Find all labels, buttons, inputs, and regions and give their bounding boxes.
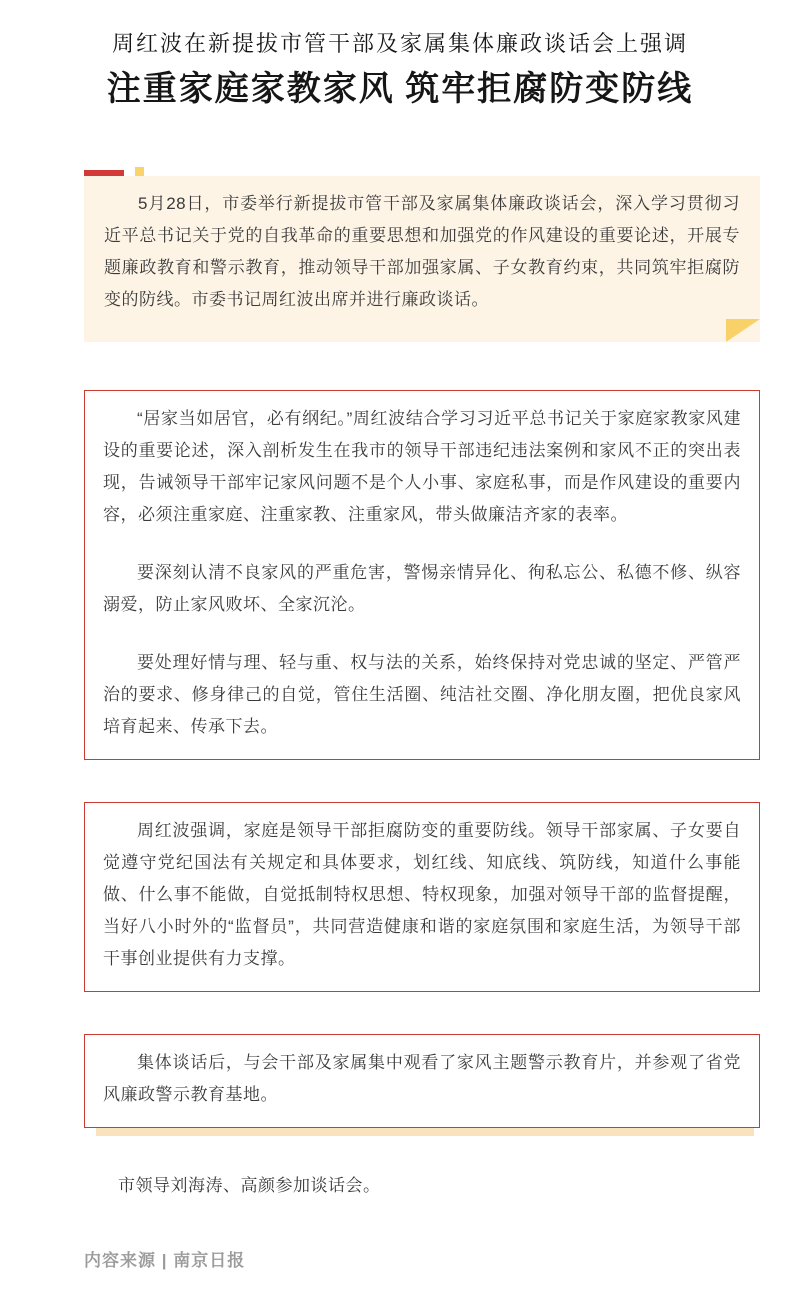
quote-paragraph: 要处理好情与理、轻与重、权与法的关系，始终保持对党忠诚的坚定、严管严治的要求、修身律己的自觉，管住生活圈、纯洁社交圈、净化朋友圈，把优良家风培育起来、传承下去。	[103, 653, 741, 736]
article-title: 注重家庭家教家风 筑牢拒腐防变防线	[106, 71, 694, 108]
quote-paragraph: 周红波强调，家庭是领导干部拒腐防变的重要防线。领导干部家属、子女要自觉遵守党纪国法有关规定和具体要求，划红线、知底线、筑防线，知道什么事能做、什么事不能做，自觉抵制特权思想、特权现象，加强对领导干部的监督提醒，当好八小时外的“监督员”，共同营造健康和谐的家庭氛围和家庭生活，为领导干部干事创业提供有力支撑。	[103, 821, 741, 968]
quote-box-education-wrap	[84, 1034, 760, 1136]
lead-paragraph: 5月28日，市委举行新提拔市管干部及家属集体廉政谈话会，深入学习贯彻习近平总书记关于党的自我革命的重要思想和加强党的作风建设的重要论述，开展专题廉政教育和警示教育，推动领导干部加强家属、子女教育约束，共同筑牢拒腐防变的防线。市委书记周红波出席并进行廉政谈话。	[104, 194, 740, 309]
article-header	[0, 0, 800, 112]
closing-paragraph: 市领导刘海涛、高颜参加谈话会。	[118, 1176, 381, 1195]
quote-box-defense-line	[84, 802, 760, 992]
quote-paragraph: 集体谈话后，与会干部及家属集中观看了家风主题警示教育片，并参观了省党风廉政警示教育基地。	[103, 1053, 741, 1104]
tan-strip-decoration	[96, 1128, 754, 1136]
quote-paragraph: 要深刻认清不良家风的严重危害，警惕亲情异化、徇私忘公、私德不修、纵容溺爱，防止家风败坏、全家沉沦。	[103, 563, 741, 614]
folded-corner-icon	[726, 319, 760, 342]
title-accent-decoration	[84, 167, 760, 176]
article-content	[84, 167, 760, 1271]
quote-box-family-style	[84, 390, 760, 760]
yellow-square-accent	[135, 167, 144, 176]
source-footer	[84, 1246, 760, 1271]
quote-paragraph: “居家当如居官，必有纲纪。”周红波结合学习习近平总书记关于家庭家教家风建设的重要论述，深入剖析发生在我市的领导干部违纪违法案例和家风不正的突出表现，告诫领导干部牢记家风问题不是个人小事、家庭私事，而是作风建设的重要内容，必须注重家庭、注重家教、注重家风，带头做廉洁齐家的表率。	[103, 409, 741, 524]
article-subtitle: 周红波在新提拔市管干部及家属集体廉政谈话会上强调	[111, 31, 688, 56]
source-footer-text: 内容来源 | 南京日报	[84, 1251, 246, 1270]
lead-summary-box	[84, 176, 760, 342]
quote-box-education	[84, 1034, 760, 1128]
